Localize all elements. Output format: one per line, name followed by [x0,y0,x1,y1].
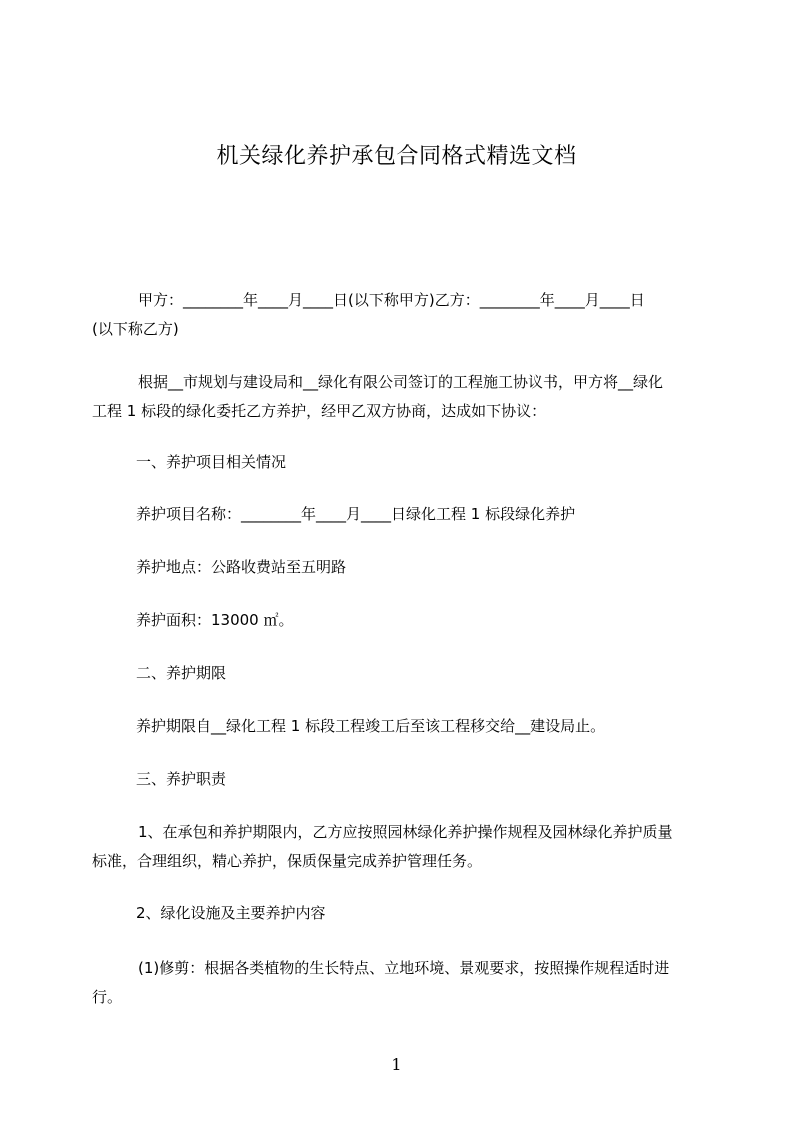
page-number: 1 [391,1055,402,1074]
duty-1-line-1: 1、在承包和养护期限内，乙方应按照园林绿化养护操作规程及园林绿化养护质量 [138,823,673,841]
document-title: 机关绿化养护承包合同格式精选文档 [216,144,577,169]
project-name-line: 养护项目名称：________年____月____日绿化工程 1 标段绿化养护 [136,505,576,523]
intro-line-1: 根据__市规划与建设局和__绿化有限公司签订的工程施工协议书，甲方将__绿化 [138,373,664,391]
section-3-heading: 三、养护职责 [136,770,227,788]
party-a-line: 甲方：________年____月____日(以下称甲方)乙方：________年____月____日 [138,291,645,309]
pruning-line-1: (1)修剪：根据各类植物的生长特点、立地环境、景观要求，按照操作规程适时进 [138,959,670,977]
section-2-heading: 二、养护期限 [136,664,227,682]
project-location-line: 养护地点：公路收费站至五明路 [136,558,347,576]
pruning-line-2: 行。 [92,988,123,1006]
maintenance-period-line: 养护期限自__绿化工程 1 标段工程竣工后至该工程移交给__建设局止。 [136,717,606,735]
party-b-line: (以下称乙方) [92,320,179,338]
duty-2-heading: 2、绿化设施及主要养护内容 [136,904,326,922]
project-area-line: 养护面积：13000 ㎡。 [136,611,294,629]
duty-1-line-2: 标准，合理组织，精心养护，保质保量完成养护管理任务。 [92,852,483,870]
intro-line-2: 工程 1 标段的绿化委托乙方养护，经甲乙双方协商，达成如下协议： [92,402,547,420]
section-1-heading: 一、养护项目相关情况 [136,453,287,471]
